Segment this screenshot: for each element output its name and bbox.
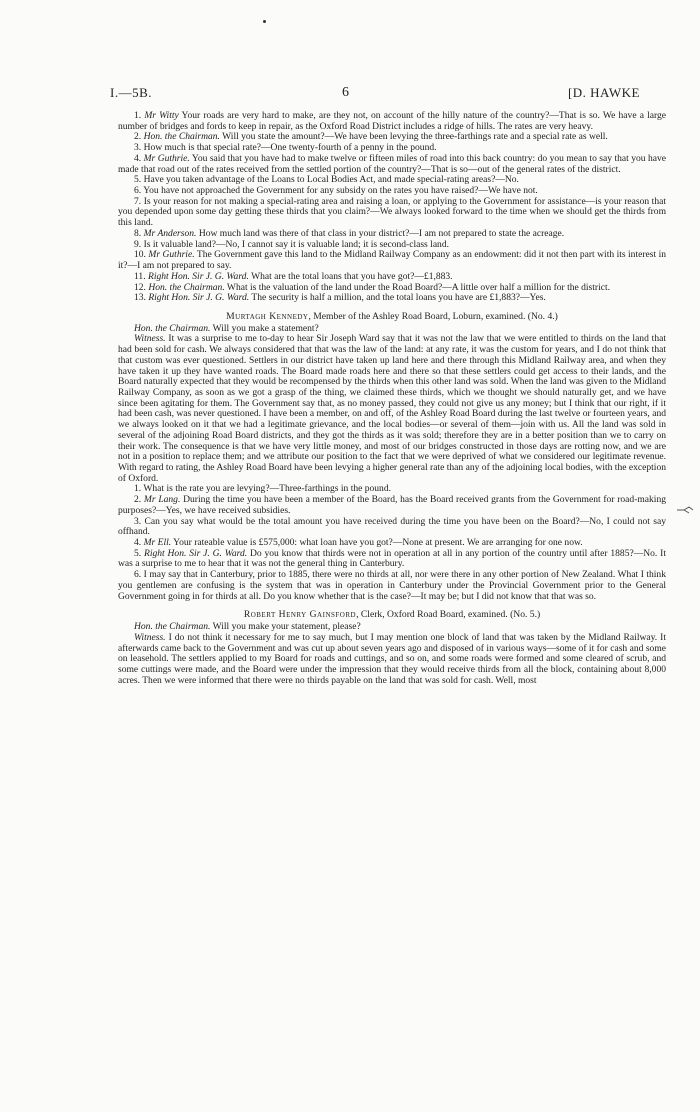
question-number: 11: [134, 270, 144, 282]
question-number: 10: [134, 249, 144, 261]
speaker-name: Mr Lang.: [143, 494, 181, 506]
page-number: 6: [342, 85, 350, 100]
paragraph-text: I do not think it necessary for me to say much, but I may mention one block of land that was taken by the Midland Railway. It afterwards came back to the Government and was cut up about seven years ago and disposed of in various ways—some of it for cash and some on leasehold. The settlers applied to my Board for roads and cuttings, and so on, and some roads were formed and some cleared of scrub, and some cuttings were made, and the Board were under the impression that they would receive thirds from all the block, containing about 8,000 acres. Then we were informed that there were no thirds payable on the land that was sold for cash. Well, most: [118, 631, 666, 686]
question-paragraph: 4. Mr Ell. Your rateable value is £575,000: what loan have you got?—None at present. We are arranging for one now.: [134, 537, 583, 549]
question-number: 13: [134, 292, 144, 304]
witness-name: Murtagh Kennedy: [226, 310, 309, 322]
question-paragraph: 1. What is the rate you are levying?—Three-farthings in the pound.: [134, 483, 391, 495]
question-paragraph: 13. Right Hon. Sir J. G. Ward. The security is half a million, and the total loans you have are £1,883?—Yes.: [134, 292, 546, 304]
witness-heading: [118, 610, 666, 621]
question-number: 12: [134, 281, 144, 293]
witness-heading: [118, 312, 666, 323]
paragraph-text: Will you make a statement?: [210, 322, 319, 334]
paragraph-text: I may say that in Canterbury, prior to 1885, there were no thirds at all, nor were there in any other portion of New Zealand. What I think you gentlemen are confusing is the system that was in operation in Canterbury under the Provincial Government prior to the General Government going in for thirds at all. Do you know whether that is the case?—It may be; but I did not know that that was so.: [118, 569, 666, 602]
paragraph-text: The security is half a million, and the total loans you have are £1,883?—Yes.: [249, 292, 546, 304]
paragraph-text: It was a surprise to me to-day to hear Sir Joseph Ward say that it was not the law that we were entitled to thirds on the land that had been sold for cash. We always considered that that was the law of the land: at any rate, it was the custom for years, and I do not think that that custom was ever questioned. Settlers in our district have taken up land here and there through this Midland Railway area, and when they have taken it up they have wanted roads. The Board made roads here and there so that these settlers could get access to their lands, and the Board naturally expected that they would be recompensed by the thirds when this other land was sold. When the land was given to the Midland Railway Company, as soon as we got a grasp of the thing, we claimed these thirds, which we thought we should naturally get, and we have since been agitating for them. The Government say that, as no money passed, they could not give us any money; but I think that our right, if it had been cash, was never questioned. I have been a member, on and off, of the Ashley Road Board during the last twelve or fourteen years, and we always looked on it that we had a legitimate grievance, and the local bodies—or several of them—join with us. All the land was sold in several of the adjoining Road Board districts, and they got the thirds as it was sold; therefore they are in a better position than we to carry on their work. The consequence is that we have very little money, and most of our bridges constructed in those days are rotting now, and we are not in a position to replace them; and we attribute our position to the fact that we were deprived of what we considered our legitimate revenue. With regard to rating, the Ashley Road Board have been levying a higher general rate than any of the adjoining local bodies, with the exception of Oxford.: [118, 333, 666, 484]
paragraph-text: How much land was there of that class in your district?—I am not prepared to state the acreage.: [196, 227, 565, 239]
paragraph-text: The Government gave this land to the Midland Railway Company as an endowment: did it not then part with its interest in it?—I am not prepared to say.: [118, 249, 666, 272]
witness-statement: [118, 334, 666, 484]
question-paragraph: 7. Is your reason for not making a special-rating area and raising a loan, or applying to the Government for assistance—is your reason that you depended upon some day getting these thirds that you claim?—We always looked forward to the time when we should get the thirds from this land.: [118, 195, 666, 229]
question-number: 8: [134, 227, 139, 239]
question-number: 3: [134, 515, 139, 527]
paragraph-text: Do you know that thirds were not in operation at all in any portion of the country until after 1885?—No. It was a surprise to me to hear that it was not the general thing in Canterbury.: [118, 547, 666, 570]
running-head: [D. HAWKE: [567, 85, 640, 100]
witness-statement: [118, 633, 666, 687]
paragraph-text: How much is that special rate?—One twenty-fourth of a penny in the pound.: [143, 142, 437, 154]
witness-description: , Clerk, Oxford Road Board, examined. (No. 5.): [356, 609, 541, 621]
paragraph-text: Your roads are very hard to make, are they not, on account of the hilly nature of the country?—That is so. We have a large number of bridges and fords to keep in repair, as the Oxford Road District includes a ridge of hills. The rates are very heavy.: [118, 110, 666, 132]
question-paragraph: 11. Right Hon. Sir J. G. Ward. What are the total loans that you have got?—£1,883.: [134, 270, 453, 282]
speaker-name: Mr Guthrie.: [143, 152, 190, 164]
paragraph-text: You have not approached the Government for any subsidy on the rates you have raised?—We have not.: [143, 185, 538, 197]
speaker-name: Mr Guthrie.: [148, 249, 195, 261]
paragraph-text: Is your reason for not making a special-rating area and raising a loan, or applying to the Government for assistance—is your reason that you depended upon some day getting these thirds that you claim?—We always looked forward to the time when we should get the thirds from this land.: [118, 195, 666, 229]
question-paragraph: 2. Mr Lang. During the time you have been a member of the Board, has the Board received grants from the Government for road-making purposes?—Yes, we have received subsidies.: [118, 494, 667, 516]
paragraph-text: Is it valuable land?—No, I cannot say it is valuable land; it is second-class land.: [143, 238, 449, 250]
speaker-name: Mr Witty: [144, 110, 179, 121]
question-number: 2: [134, 131, 139, 143]
question-number: 5: [134, 174, 139, 186]
question-paragraph: 10. Mr Guthrie. The Government gave this land to the Midland Railway Company as an endowment: did it not then part with its interest in it?—I am not prepared to say.: [118, 249, 666, 272]
paragraph-text: Will you make your statement, please?: [210, 621, 361, 633]
witness-description: , Member of the Ashley Road Board, Loburn, examined. (No. 4.): [308, 310, 558, 322]
speaker-name: Right Hon. Sir J. G. Ward.: [148, 292, 250, 304]
question-paragraph: 9. Is it valuable land?—No, I cannot say it is valuable land; it is second-class land.: [134, 238, 449, 250]
speaker-name: Mr Anderson.: [143, 227, 197, 239]
question-paragraph: 3. How much is that special rate?—One twenty-fourth of a penny in the pound.: [134, 142, 437, 154]
question-number: 6: [134, 569, 139, 581]
paper-reference: I.—5B.: [110, 85, 152, 100]
question-paragraph: 6. I may say that in Canterbury, prior to 1885, there were no thirds at all, nor were there in any other portion of New Zealand. What I think you gentlemen are confusing is the system that was in operation in Canterbury under the Provincial Government prior to the General Government going in for thirds at all. Do you know whether that is the case?—It may be; but I did not know that that was so.: [118, 569, 666, 602]
speaker-name: Mr Ell.: [143, 537, 172, 549]
paragraph-text: Your rateable value is £575,000: what loan have you got?—None at present. We are arranging for one now.: [171, 537, 583, 549]
question-paragraph: 4. Mr Guthrie. You said that you have had to make twelve or fifteen miles of road into this back country: do you mean to say that you have made that road out of the rates received from the settled portion of the country?—That is so—out of the general rates of the district.: [118, 152, 666, 175]
question-number: 1: [134, 110, 139, 121]
page-header: [110, 85, 640, 103]
speaker-name: Hon. the Chairman.: [148, 281, 225, 293]
question-paragraph: 6. You have not approached the Government for any subsidy on the rates you have raised?—We have not.: [134, 185, 538, 197]
question-number: 7: [134, 195, 139, 207]
ink-speck: [263, 20, 266, 23]
question-number: 2: [134, 494, 139, 506]
transcript-body: [118, 111, 666, 686]
question-number: 5: [134, 547, 139, 559]
speaker-name: Hon. the Chairman.: [134, 322, 211, 334]
speaker-name: Hon. the Chairman.: [143, 131, 220, 143]
paragraph-text: What is the valuation of the land under the Road Board?—A little over half a million for the district.: [224, 281, 611, 293]
margin-pencil-mark: [676, 505, 694, 515]
speaker-name: Witness.: [134, 631, 166, 643]
question-paragraph: 5. Right Hon. Sir J. G. Ward. Do you know that thirds were not in operation at all in any portion of the country until after 1885?—No. It was a surprise to me to hear that it was not the general thing in Canterbury.: [118, 547, 666, 570]
paragraph-text: Will you state the amount?—We have been levying the three-farthings rate and a special rate as well.: [219, 131, 608, 143]
speaker-name: Hon. the Chairman.: [134, 621, 211, 633]
question-number: 9: [134, 238, 139, 250]
speaker-name: Right Hon. Sir J. G. Ward.: [144, 547, 248, 559]
paragraph-text: What is the rate you are levying?—Three-farthings in the pound.: [143, 483, 391, 495]
paragraph-text: Can you say what would be the total amount you have received during the time you have been on the Board?—No, I could not say offhand.: [118, 515, 666, 538]
question-number: 3: [134, 142, 139, 154]
paragraph-text: What are the total loans that you have got?—£1,883.: [248, 270, 453, 282]
speaker-name: Witness.: [134, 333, 166, 345]
question-paragraph: 2. Hon. the Chairman. Will you state the amount?—We have been levying the three-farthings rate and a special rate as well.: [134, 131, 608, 143]
paragraph-text: During the time you have been a member of the Board, has the Board received grants from the Government for road-making purposes?—Yes, we have received subsidies.: [118, 494, 667, 516]
paragraph-text: You said that you have had to make twelve or fifteen miles of road into this back country: do you mean to say that you have made that road out of the rates received from the settled portion of the country?—That is so—out of the general rates of the district.: [118, 152, 666, 175]
question-number: 4: [134, 537, 139, 549]
question-number: 4: [134, 152, 139, 164]
paragraph-text: Have you taken advantage of the Loans to Local Bodies Act, and made special-rating areas?—No.: [143, 174, 519, 186]
speaker-name: Right Hon. Sir J. G. Ward.: [147, 270, 249, 282]
question-number: 1: [134, 483, 139, 495]
question-paragraph: 8. Mr Anderson. How much land was there of that class in your district?—I am not prepared to state the acreage.: [134, 227, 565, 239]
question-paragraph: 12. Hon. the Chairman. What is the valuation of the land under the Road Board?—A little over half a million for the district.: [134, 281, 611, 293]
question-number: 6: [134, 185, 139, 197]
question-paragraph: 3. Can you say what would be the total amount you have received during the time you have been on the Board?—No, I could not say offhand.: [118, 515, 666, 538]
witness-name: Robert Henry Gainsford: [243, 609, 357, 621]
question-paragraph: 5. Have you taken advantage of the Loans to Local Bodies Act, and made special-rating areas?—No.: [134, 174, 519, 186]
question-paragraph: 1. Mr Witty Your roads are very hard to make, are they not, on account of the hilly nature of the country?—That is so. We have a large number of bridges and fords to keep in repair, as the Oxford Road District includes a ridge of hills. The rates are very heavy.: [118, 110, 666, 132]
